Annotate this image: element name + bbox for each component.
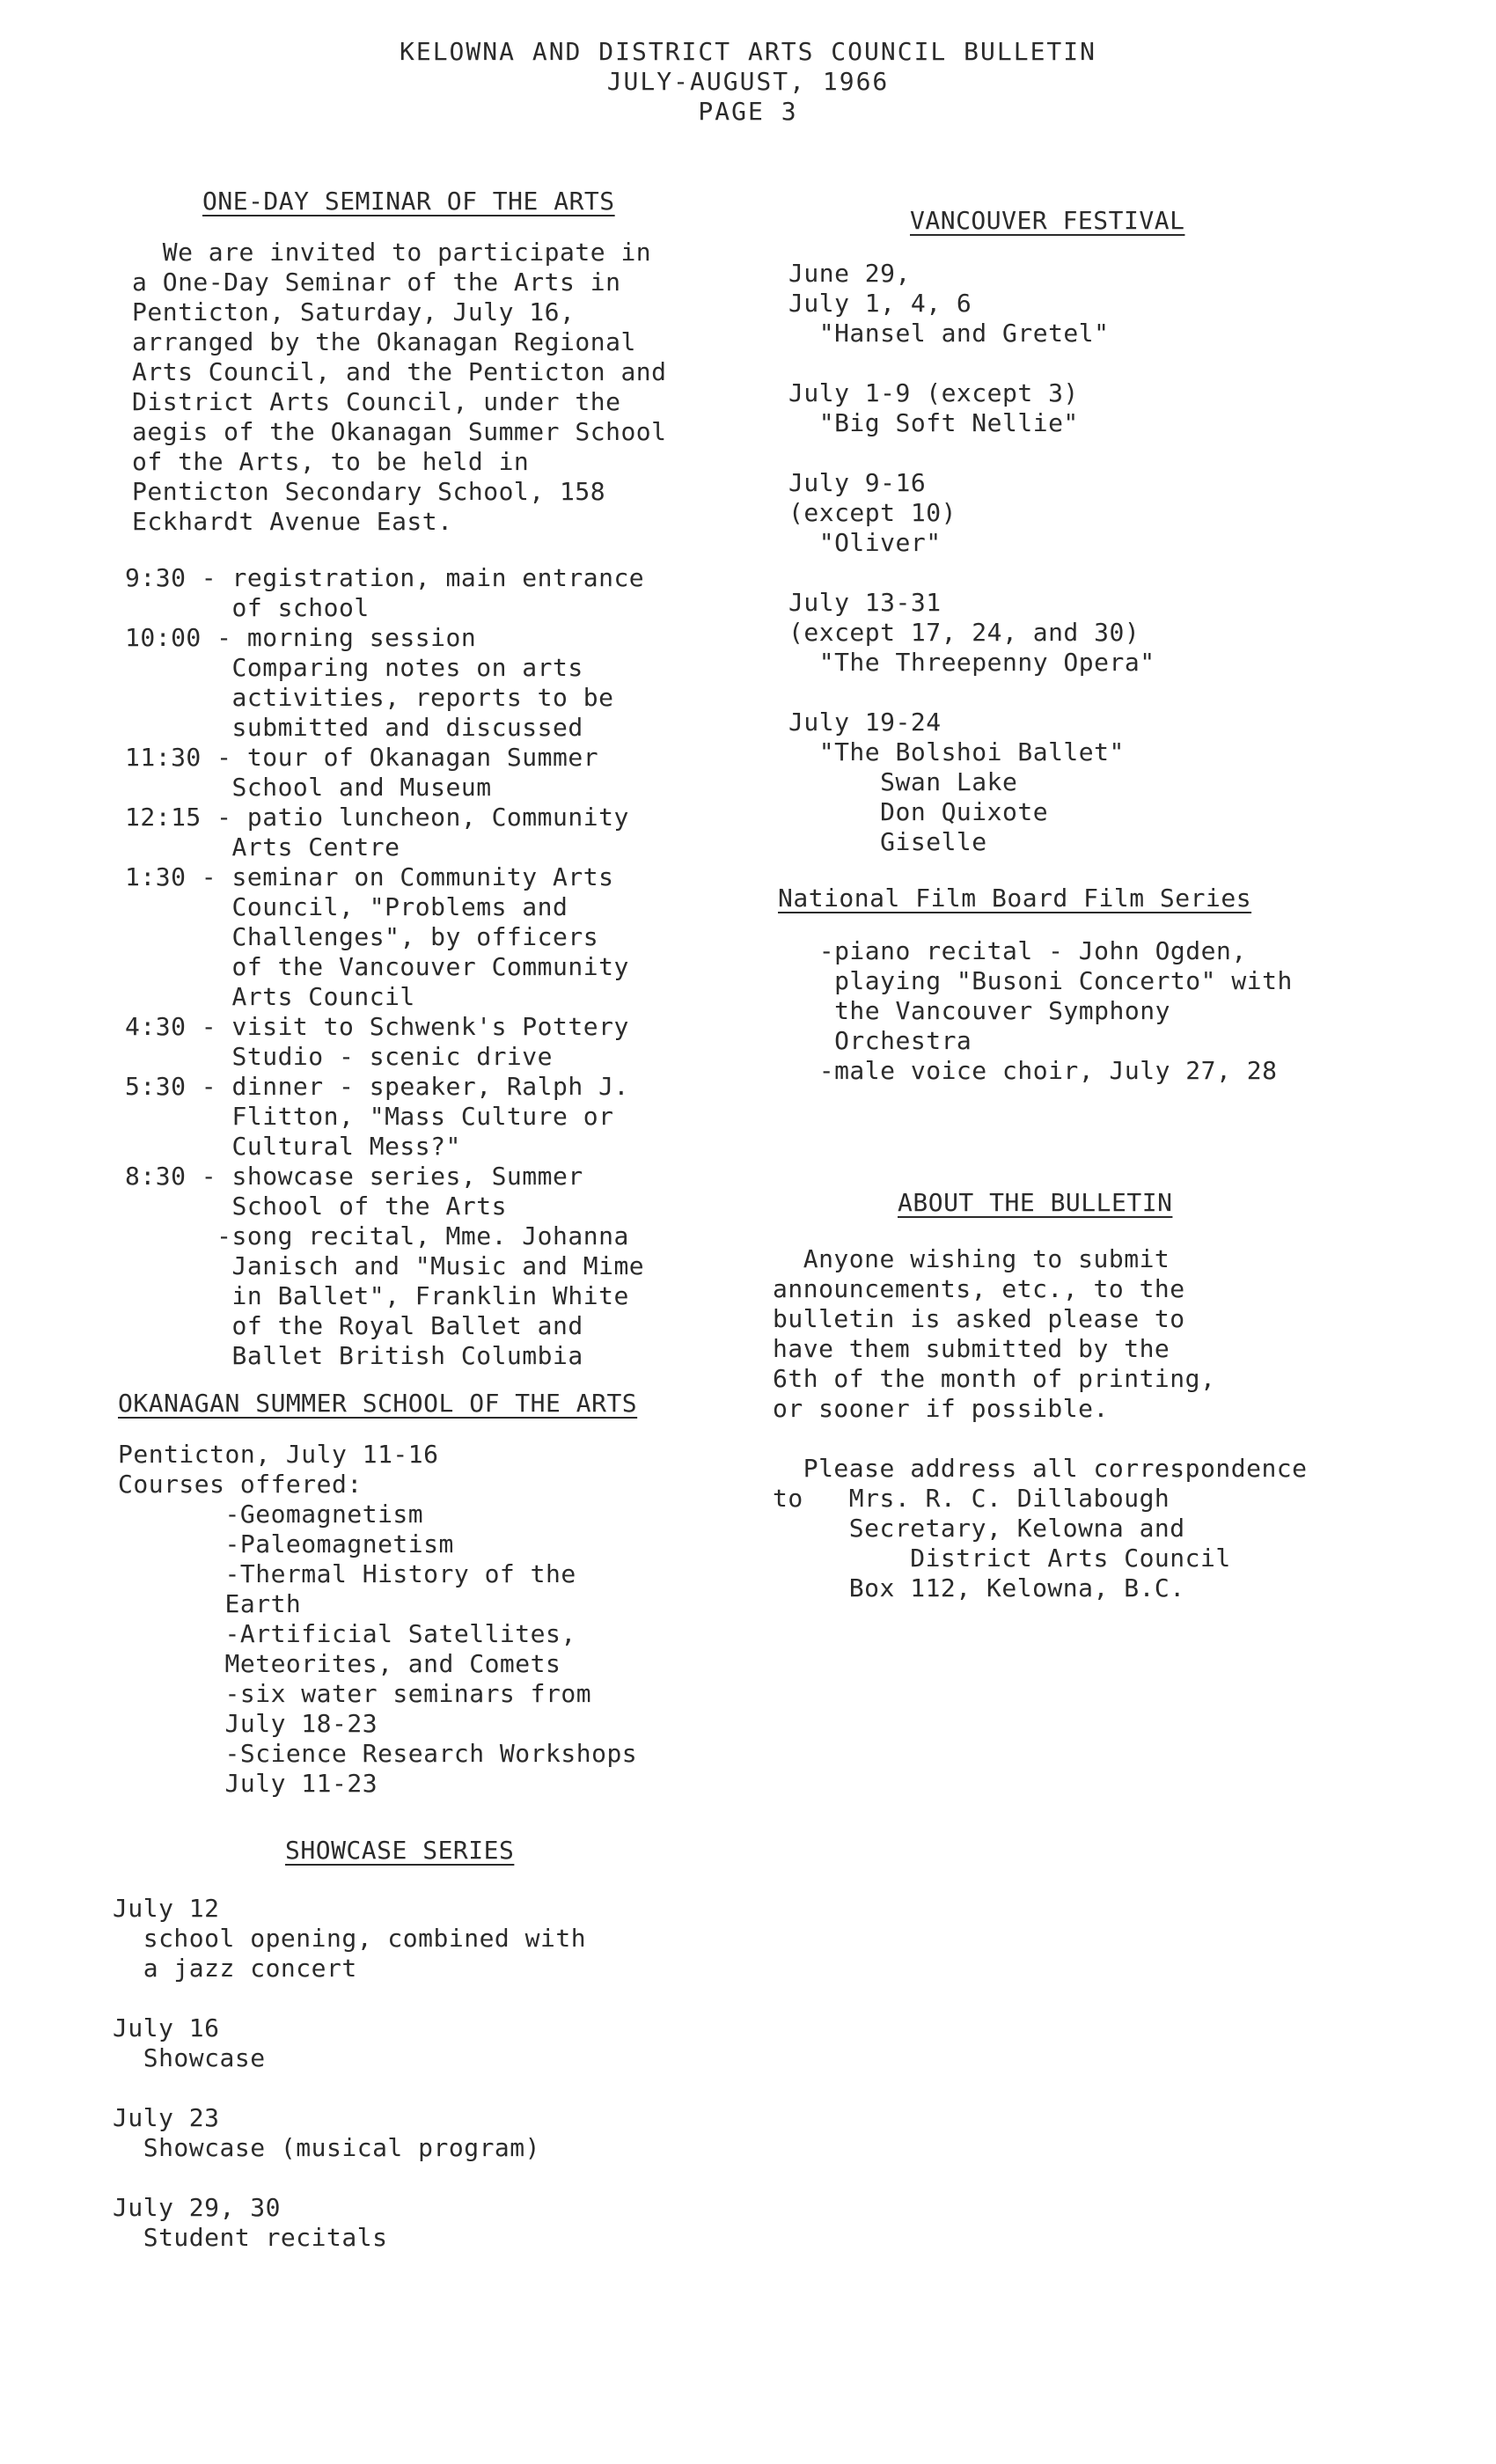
text-line [788,438,1155,468]
text-line: July 11-23 [118,1769,378,1798]
text-line: June 29, [788,259,911,288]
about-text [773,1244,1308,1603]
text-line: -song recital, Mme. Johanna [125,1221,629,1250]
text-line: 8:30 - showcase series, Summer [125,1162,583,1191]
text-line: to Mrs. R. C. Dillabough [773,1484,1170,1513]
showcase-heading: SHOWCASE SERIES [285,1836,515,1865]
text-line: Flitton, "Mass Culture or [125,1102,614,1131]
nfb-heading: National Film Board Film Series [778,884,1252,913]
text-line: July 29, 30 [113,2193,281,2222]
text-line: Penticton, Saturday, July 16, [132,297,576,326]
text-line: Penticton, July 11-16 [118,1440,439,1469]
seminar-heading: ONE-DAY SEMINAR OF THE ARTS [202,187,615,216]
text-line: -male voice choir, July 27, 28 [788,1056,1278,1085]
text-line: -piano recital - John Ogden, [788,936,1247,965]
text-line: July 16 [113,2013,220,2042]
text-line: Council, "Problems and [125,892,568,921]
text-line: July 13-31 [788,588,942,617]
text-line: 6th of the month of printing, [773,1364,1216,1393]
text-line: Cultural Mess?" [125,1132,461,1161]
text-line: Comparing notes on arts [125,653,583,682]
text-line: -Thermal History of the [118,1559,576,1588]
text-line: 4:30 - visit to Schwenk's Pottery [125,1012,629,1041]
seminar-intro [132,238,667,537]
text-line: July 9-16 [788,468,927,497]
text-line: have them submitted by the [773,1334,1170,1363]
text-line [113,2163,586,2193]
text-line: Studio - scenic drive [125,1042,554,1071]
text-line: Earth [118,1589,302,1618]
text-line: (except 17, 24, and 30) [788,618,1140,647]
text-line: school opening, combined with [113,1924,587,1953]
text-line: playing "Busoni Concerto" with [788,966,1293,995]
vancouver-festival-list [788,259,1155,857]
text-line: District Arts Council [773,1544,1231,1573]
text-line: 9:30 - registration, main entrance [125,563,645,592]
text-line: Challenges", by officers [125,922,599,951]
text-line: (except 10) [788,498,957,527]
text-line: the Vancouver Symphony [788,996,1170,1025]
text-line: Showcase (musical program) [113,2133,541,2162]
text-line: -Science Research Workshops [118,1739,638,1768]
text-line: Penticton Secondary School, 158 [132,477,606,506]
text-line: July 18-23 [118,1709,378,1738]
text-line: July 1-9 (except 3) [788,378,1079,407]
showcase-list [113,1894,586,2253]
text-line: activities, reports to be [125,683,614,712]
text-line: -Paleomagnetism [118,1529,454,1558]
text-line: aegis of the Okanagan Summer School [132,417,667,446]
text-line: Meteorites, and Comets [118,1649,561,1678]
text-line [788,348,1155,378]
page-number: PAGE 3 [698,97,798,126]
text-line: Ballet British Columbia [125,1341,583,1370]
text-line: 11:30 - tour of Okanagan Summer [125,743,599,772]
text-line: arranged by the Okanagan Regional [132,327,636,356]
text-line: a One-Day Seminar of the Arts in [132,268,621,297]
text-line: Arts Council, and the Penticton and [132,357,667,386]
text-line [113,1984,586,2013]
text-line: Student recitals [113,2223,388,2252]
text-line [773,1424,1308,1454]
text-line: 10:00 - morning session [125,623,477,652]
text-line: District Arts Council, under the [132,387,621,416]
seminar-schedule [125,563,644,1371]
text-line: July 23 [113,2103,220,2132]
text-line: Showcase [113,2043,266,2072]
text-line: Orchestra [788,1026,972,1055]
bulletin-date: JULY-AUGUST, 1966 [606,67,890,96]
text-line: Giselle [788,827,987,856]
text-line: July 12 [113,1894,220,1923]
nfb-list [788,936,1293,1086]
text-line [788,558,1155,588]
text-line: submitted and discussed [125,713,583,742]
text-line: Swan Lake [788,767,1018,796]
text-line: bulletin is asked please to [773,1304,1185,1333]
text-line: July 1, 4, 6 [788,289,972,318]
summer-school-heading: OKANAGAN SUMMER SCHOOL OF THE ARTS [118,1389,638,1418]
text-line: announcements, etc., to the [773,1274,1185,1303]
text-line: Anyone wishing to submit [773,1244,1170,1273]
text-line: "Big Soft Nellie" [788,408,1079,437]
text-line: 5:30 - dinner - speaker, Ralph J. [125,1072,629,1101]
text-line: -six water seminars from [118,1679,592,1708]
text-line: of school [125,593,370,622]
text-line: "The Bolshoi Ballet" [788,737,1125,766]
text-line: School and Museum [125,773,492,802]
text-line: Box 112, Kelowna, B.C. [773,1573,1185,1602]
text-line: in Ballet", Franklin White [125,1281,629,1310]
text-line [113,2073,586,2103]
text-line: or sooner if possible. [773,1394,1109,1423]
text-line: -Geomagnetism [118,1500,424,1529]
text-line: Please address all correspondence [773,1454,1308,1483]
about-heading: ABOUT THE BULLETIN [898,1188,1173,1217]
bulletin-title: KELOWNA AND DISTRICT ARTS COUNCIL BULLETIN [399,37,1096,66]
text-line: Eckhardt Avenue East. [132,507,453,536]
text-line: Courses offered: [118,1470,363,1499]
text-line: of the Arts, to be held in [132,447,530,476]
text-line: "Oliver" [788,528,942,557]
text-line: a jazz concert [113,1954,357,1983]
text-line: Janisch and "Music and Mime [125,1251,645,1280]
text-line: 12:15 - patio luncheon, Community [125,803,629,832]
text-line: School of the Arts [125,1192,507,1221]
text-line: -Artificial Satellites, [118,1619,576,1648]
text-line [788,678,1155,708]
text-line: "The Threepenny Opera" [788,648,1155,677]
vancouver-festival-heading: VANCOUVER FESTIVAL [910,206,1185,235]
text-line: We are invited to participate in [132,238,652,267]
summer-school-courses [118,1440,637,1799]
text-line: of the Vancouver Community [125,952,629,981]
text-line: 1:30 - seminar on Community Arts [125,862,614,891]
text-line: Arts Centre [125,832,400,862]
text-line: "Hansel and Gretel" [788,319,1110,348]
text-line: July 19-24 [788,708,942,737]
text-line: Arts Council [125,982,415,1011]
text-line: Don Quixote [788,797,1049,826]
text-line: of the Royal Ballet and [125,1311,583,1340]
text-line: Secretary, Kelowna and [773,1514,1185,1543]
